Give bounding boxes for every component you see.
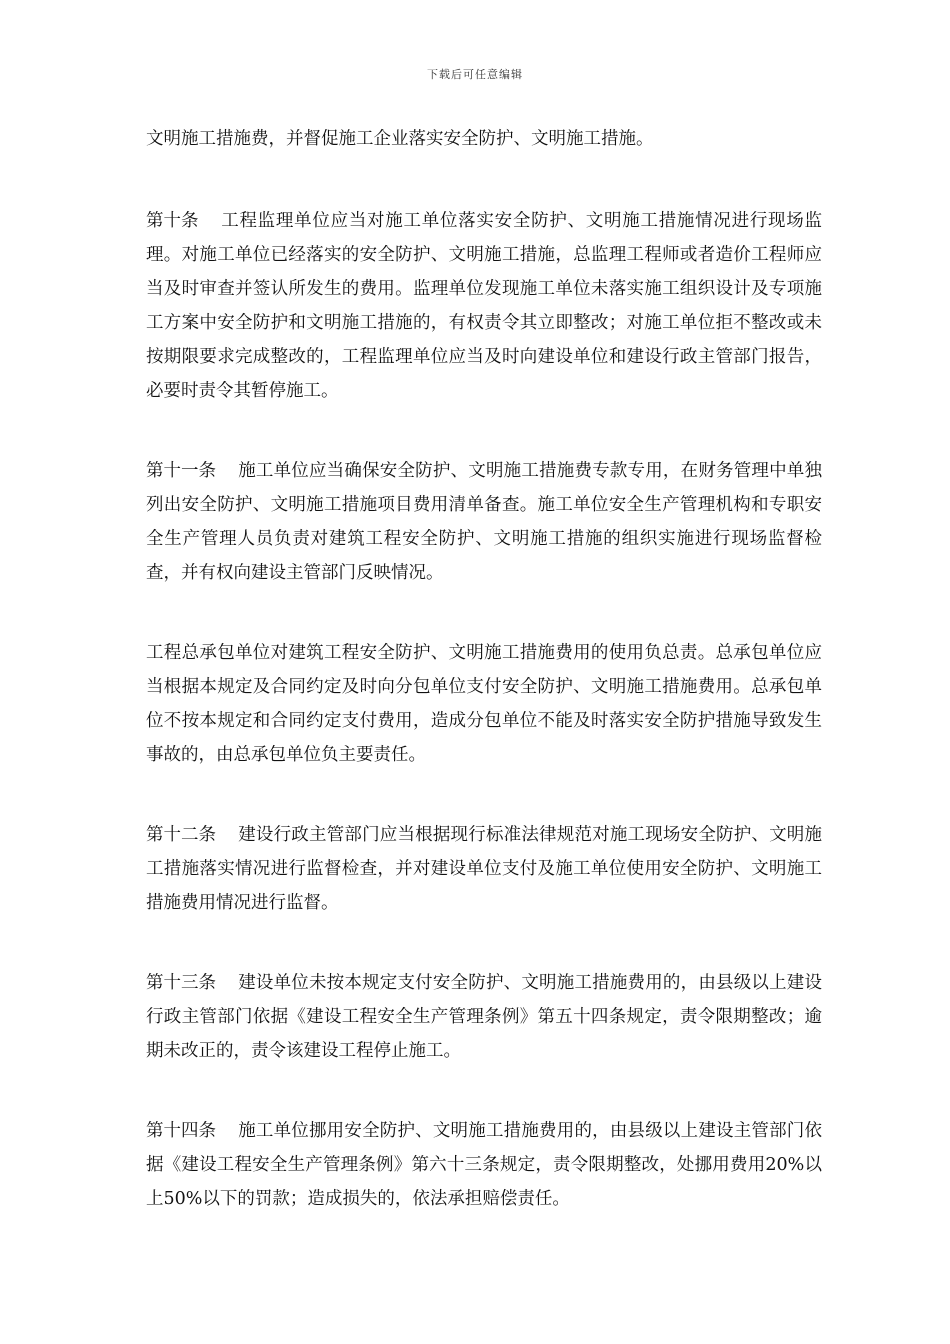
article-10 [146,204,822,408]
article-14 [146,1114,822,1216]
article-number: 第十四条 [146,1121,216,1141]
article-number: 第十二条 [146,825,216,845]
article-number: 第十条 [146,211,199,231]
article-11 [146,454,822,590]
header-note: 下载后可任意编辑 [427,68,523,81]
article-12 [146,818,822,920]
paragraph-text: 工程监理单位应当对施工单位落实安全防护、文明施工措施情况进行现场监理。对施工单位已经落实的安全防护、文明施工措施，总监理工程师或者造价工程师应当及时审查并签认所发生的费用。监理单位发现施工单位未落实施工组织设计及专项施工方案中安全防护和文明施工措施的，有权责令其立即整改；对施工单位拒不整改或未按期限要求完成整改的，工程监理单位应当及时向建设单位和建设行政主管部门报告，必要时责令其暂停施工。 [146,211,822,401]
article-number: 第十三条 [146,973,216,993]
paragraph-text: 建设单位未按本规定支付安全防护、文明施工措施费用的，由县级以上建设行政主管部门依据《建设工程安全生产管理条例》第五十四条规定，责令限期整改；逾期未改正的，责令该建设工程停止施工。 [146,973,822,1061]
paragraph-general-contractor [146,636,822,772]
article-number: 第十一条 [146,461,216,481]
paragraph-text: 建设行政主管部门应当根据现行标准法律规范对施工现场安全防护、文明施工措施落实情况进行监督检查，并对建设单位支付及施工单位使用安全防护、文明施工措施费用情况进行监督。 [146,825,822,913]
article-13 [146,966,822,1068]
paragraph-text: 工程总承包单位对建筑工程安全防护、文明施工措施费用的使用负总责。总承包单位应当根据本规定及合同约定及时向分包单位支付安全防护、文明施工措施费用。总承包单位不按本规定和合同约定支付费用，造成分包单位不能及时落实安全防护措施导致发生事故的，由总承包单位负主要责任。 [146,643,822,765]
paragraph-text: 施工单位挪用安全防护、文明施工措施费用的，由县级以上建设主管部门依据《建设工程安全生产管理条例》第六十三条规定，责令限期整改，处挪用费用20%以上50%以下的罚款；造成损失的，依法承担赔偿责任。 [146,1121,822,1209]
paragraph-text: 文明施工措施费，并督促施工企业落实安全防护、文明施工措施。 [146,129,654,149]
paragraph-continuation [146,122,822,156]
document-body [146,122,822,1262]
paragraph-text: 施工单位应当确保安全防护、文明施工措施费专款专用，在财务管理中单独列出安全防护、文明施工措施项目费用清单备查。施工单位安全生产管理机构和专职安全生产管理人员负责对建筑工程安全防护、文明施工措施的组织实施进行现场监督检查，并有权向建设主管部门反映情况。 [146,461,822,583]
